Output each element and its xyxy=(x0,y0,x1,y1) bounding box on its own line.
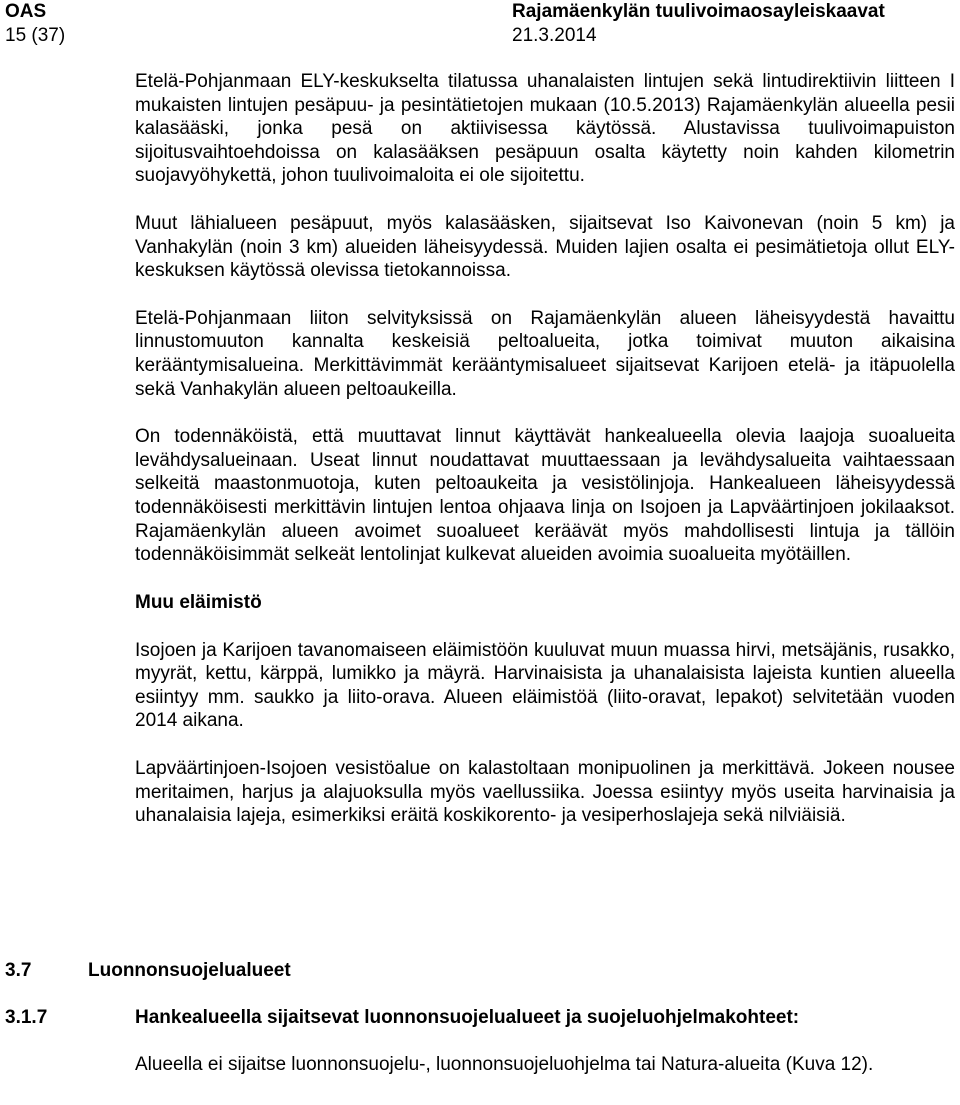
heading-3-7 xyxy=(5,959,291,983)
heading-text: Hankealueella sijaitsevat luonnonsuojelualueet ja suojeluohjelmakohteet: xyxy=(135,1007,800,1028)
organization-name: OAS xyxy=(5,1,47,22)
paragraph-migration-areas: Etelä-Pohjanmaan liiton selvityksissä on Rajamäenkylän alueen läheisyydestä havaittu linnustomuuton kannalta keskeisiä peltoalueita, jotka toimivat muuton aikaisina kerääntymisalueina. Merkittävimmät kerääntymisalueet sijaitsevat Karijoen etelä- ja itäpuolella sekä Vanhakylän alueen peltoaukeilla. xyxy=(135,307,955,400)
paragraph-nests: Muut lähialueen pesäpuut, myös kalasääsken, sijaitsevat Iso Kaivonevan (noin 5 km) ja Vanhakylän (noin 3 km) alueiden läheisyydessä. Muiden lajien osalta ei pesimätietoja ollut ELY-keskuksen käytössä olevissa tietokannoissa. xyxy=(135,212,955,282)
heading-number: 3.1.7 xyxy=(5,1007,48,1028)
section-subheading-other-fauna: Muu eläimistö xyxy=(135,591,262,613)
heading-text: Luonnonsuojelualueet xyxy=(88,960,291,981)
conservation-paragraph-container xyxy=(135,1053,955,1077)
document-title: Rajamäenkylän tuulivoimaosayleiskaavat xyxy=(512,1,885,22)
header-left xyxy=(5,0,65,48)
paragraph-conservation: Alueella ei sijaitse luonnonsuojelu-, luonnonsuojeluohjelma tai Natura-alueita (Kuva 12). xyxy=(135,1054,874,1075)
body-content xyxy=(135,70,955,828)
paragraph-fish: Lapväärtinjoen-Isojoen vesistöalue on kalastoltaan monipuolinen ja merkittävä. Jokeen nousee meritaimen, harjus ja alajuoksulla myös vaellussiika. Joessa esiintyy myös useita harvinaisia ja uhanalaisia lajeja, esimerkiksi eräitä koskikorento- ja vesiperhoslajeja sekä nilviäisiä. xyxy=(135,758,955,827)
document-date: 21.3.2014 xyxy=(512,25,597,46)
paragraph-flight-lines: On todennäköistä, että muuttavat linnut käyttävät hankealueella olevia laajoja suoalueita levähdysalueinaan. Useat linnut noudattavat muuttaessaan ja levähdysalueita vaihtaessaan selkeitä maastonmuotoja, kuten peltoaukeita ja vesistölinjoja. Hankealueen läheisyydessä todennäköisesti merkittävin lintujen lentoa ohjaava linja on Isojoen ja Lapväärtinjoen jokilaaksot. Rajamäenkylän alueen avoimet suoalueet keräävät myös mahdollisesti lintuja ja tällöin todennäköisimmät selkeät lentolinjat kulkevat alueiden avoimia suoalueita myötäillen. xyxy=(135,426,955,566)
paragraph-mammals: Isojoen ja Karijoen tavanomaiseen eläimistöön kuuluvat muun muassa hirvi, metsäjänis, rusakko, myyrät, kettu, kärppä, lumikko ja mäyrä. Harvinaisista ja uhanalaisista lajeista kuntien alueella esiintyy mm. saukko ja liito-orava. Alueen eläimistöä (liito-oravat, lepakot) selvitetään vuoden 2014 aikana. xyxy=(135,639,955,732)
heading-3-1-7 xyxy=(5,1006,799,1030)
header-right xyxy=(512,0,885,48)
heading-number: 3.7 xyxy=(5,960,32,981)
paragraph-osprey: Etelä-Pohjanmaan ELY-keskukselta tilatussa uhanalaisten lintujen sekä lintudirektiivin liitteen I mukaisten lintujen pesäpuu- ja pesintätietojen mukaan (10.5.2013) Rajamäenkylän alueella pesii kalasääski, jonka pesä on aktiivisessa käytössä. Alustavissa tuulivoimapuiston sijoitusvaihtoehdoissa on kalasääksen pesäpuun osalta käytetty noin kahden kilometrin suojavyöhykettä, johon tuulivoimaloita ei ole sijoitettu. xyxy=(135,71,955,187)
page-number: 15 (37) xyxy=(5,25,66,46)
